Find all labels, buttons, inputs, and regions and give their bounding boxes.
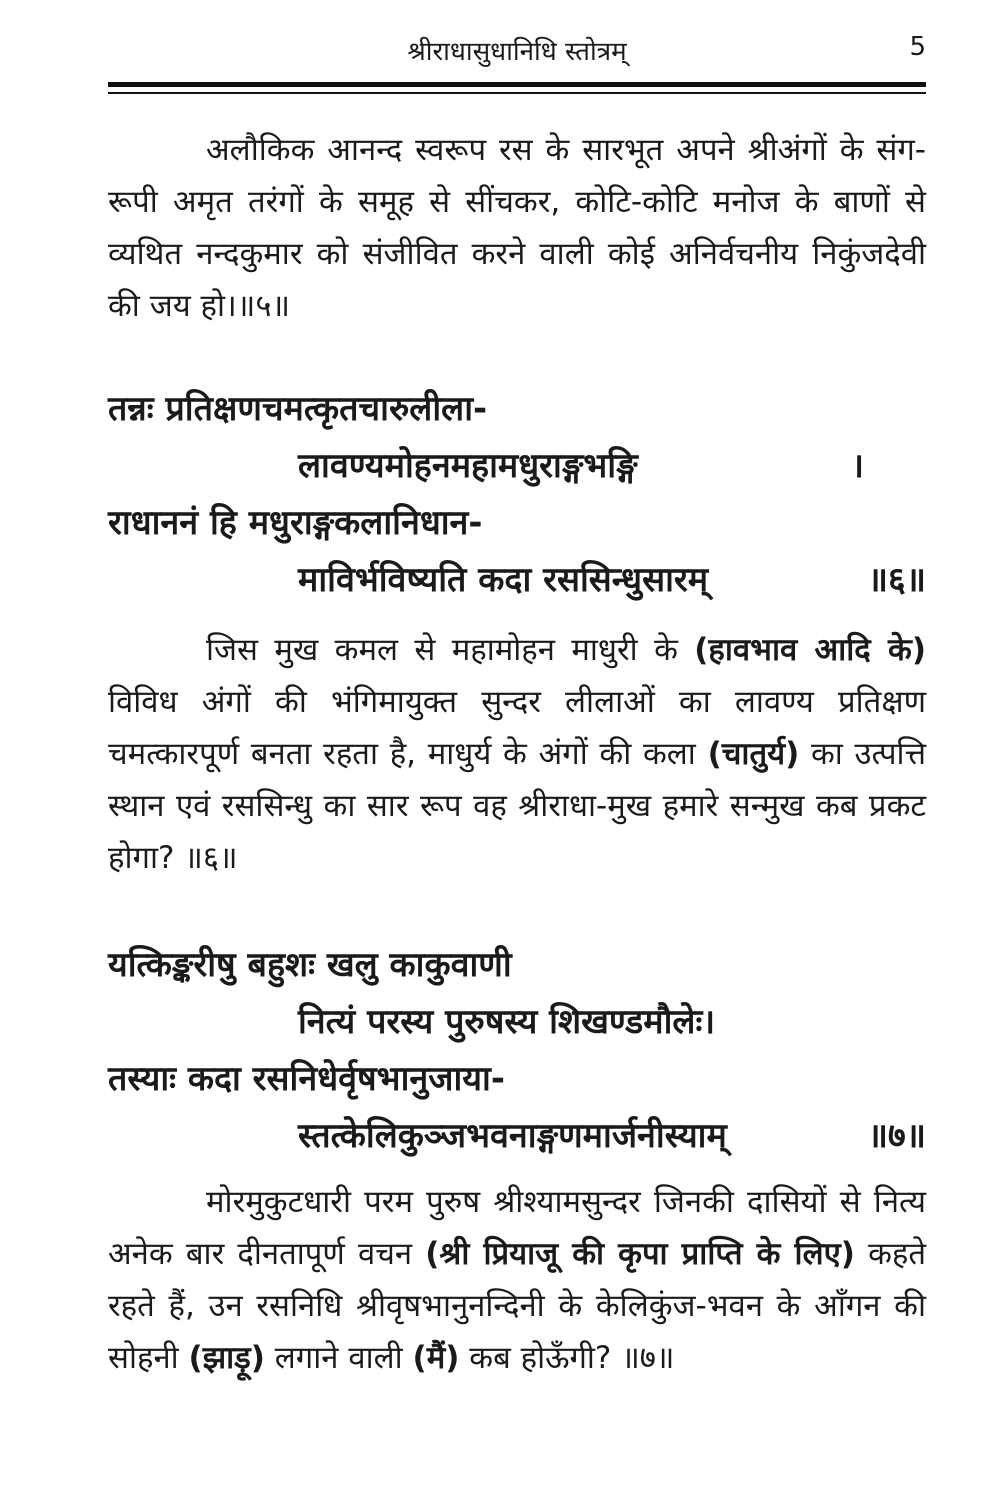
commentary-6-text-2: विविध अंगों की भंगिमायुक्त सुन्दर लीलाओं का लावण्य प्रतिक्षण चमत्कारपूर्ण बनता रहता है, माधुर्य के अंगों की कला bbox=[108, 684, 926, 772]
running-header bbox=[108, 28, 926, 68]
verse-6-line-1: तन्नः प्रतिक्षणचमत्कृतचारुलीला- bbox=[108, 389, 488, 429]
verse-6-number: ॥६॥ bbox=[867, 560, 926, 600]
commentary-7-bold-3: (मैं) bbox=[412, 1340, 460, 1376]
verse-6-line-2-danda: । bbox=[851, 446, 864, 486]
commentary-7-text-1: मोरमुकुटधारी परम पुरुष श्रीश्यामसुन्दर जिनकी दासियों से नित्य अनेक बार दीनतापूर्ण वचन bbox=[108, 1184, 926, 1272]
commentary-7-text-2: कहते रहते हैं, उन रसनिधि श्रीवृषभानुनन्दिनी के केलिकुंज-भवन के आँगन की सोहनी bbox=[108, 1236, 927, 1376]
verse-7-line-4-text: स्तत्केलिकुञ्जभवनाङ्गणमार्जनीस्याम् bbox=[298, 1116, 727, 1156]
verse-6-line-2-text: लावण्यमोहनमहामधुराङ्गभङ्गि bbox=[298, 446, 638, 486]
page-number: 5 bbox=[909, 32, 926, 62]
header-title: श्रीराधासुधानिधि स्तोत्रम् bbox=[407, 37, 627, 67]
commentary-verse-5: अलौकिक आनन्द स्वरूप रस के सारभूत अपने श्रीअंगों के संग-रूपी अमृत तरंगों के समूह से सींचकर, कोटि-कोटि मनोज के बाणों से व्यथित नन्दकुमार को संजीवित करने वाली कोई अनिर्वचनीय निकुंजदेवी की जय हो।॥५॥ bbox=[108, 132, 926, 324]
header-rule-thick bbox=[108, 82, 926, 87]
verse-6-line-3: राधाननं हि मधुराङ्गकलानिधान- bbox=[108, 503, 483, 543]
commentary-6-text-1: जिस मुख कमल से महामोहन माधुरी के bbox=[206, 632, 695, 668]
header-rule-thin bbox=[108, 92, 926, 94]
commentary-6-text-3: का उत्पत्ति स्थान एवं रससिन्धु का सार रूप वह श्रीराधा-मुख हमारे सन्मुख कब प्रकट होगा? ॥६॥ bbox=[108, 736, 927, 876]
commentary-7-text-3: लगाने वाली bbox=[264, 1340, 413, 1376]
verse-7-line-3: तस्याः कदा रसनिधेर्वृषभानुजाया- bbox=[108, 1059, 505, 1099]
commentary-6-bold-1: (हावभाव आदि के) bbox=[694, 632, 926, 668]
commentary-verse-6 bbox=[108, 624, 926, 884]
verse-7-line-1: यत्किङ्करीषु बहुशः खलु काकुवाणी bbox=[108, 945, 512, 985]
commentary-7-bold-1: (श्री प्रियाजू की कृपा प्राप्ति के लिए) bbox=[425, 1236, 855, 1272]
commentary-6-bold-2: (चातुर्य) bbox=[707, 736, 800, 772]
commentary-7-text-4: कब होऊँगी? ॥७॥ bbox=[459, 1340, 675, 1376]
verse-7-line-2-text: नित्यं परस्य पुरुषस्य शिखण्डमौलेः। bbox=[298, 1002, 716, 1042]
verse-6-line-4-text: माविर्भविष्यति कदा रससिन्धुसारम् bbox=[298, 560, 709, 600]
commentary-verse-7 bbox=[108, 1176, 926, 1384]
commentary-7-bold-2: (झाड़ू) bbox=[188, 1340, 265, 1376]
verse-7-number: ॥७॥ bbox=[867, 1116, 926, 1156]
